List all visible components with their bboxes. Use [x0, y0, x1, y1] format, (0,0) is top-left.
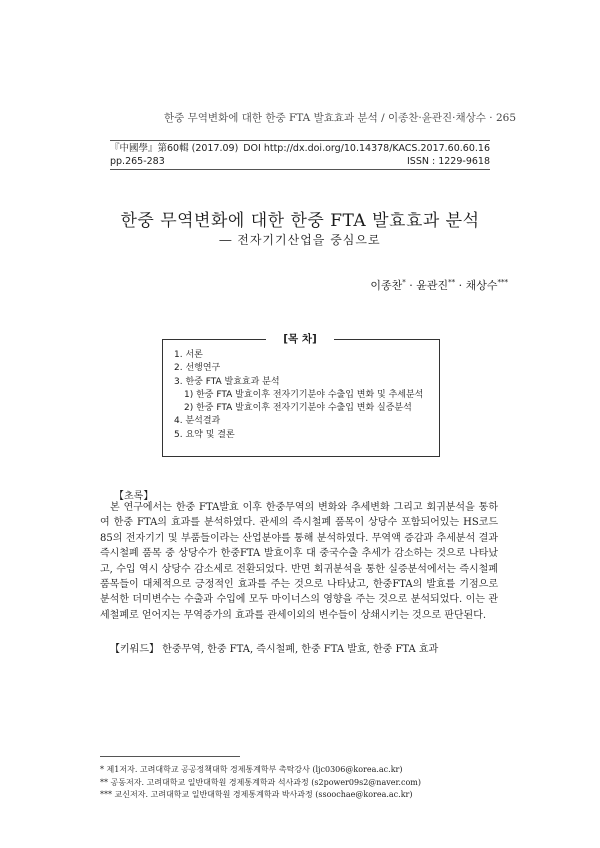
- author-2: 윤관진: [416, 279, 449, 292]
- meta-row-2: [110, 155, 490, 168]
- author-3-mark: ***: [497, 278, 508, 287]
- footnote-3: *** 교신저자. 고려대학교 일반대학원 경제통계학과 박사과정 (ssoochae@korea.ac.kr): [100, 790, 413, 799]
- author-1-mark: *: [402, 278, 406, 287]
- toc-heading: [목 차]: [266, 331, 334, 346]
- footnote-rule: [100, 756, 240, 757]
- meta-top-rule: [110, 140, 490, 141]
- author-separator: ·: [405, 279, 417, 292]
- meta-bottom-rule: [110, 169, 490, 170]
- journal-metadata: [110, 142, 490, 168]
- running-header: 한중 무역변화에 대한 한중 FTA 발효효과 분석 / 이종찬·윤관진·채상수 · 265: [164, 112, 516, 124]
- doi: DOI http://dx.doi.org/10.14378/KACS.2017.60.60.16: [243, 143, 490, 154]
- toc-item: 3. 한중 FTA 발효효과 분석: [174, 376, 280, 387]
- toc-item: 1. 서론: [174, 350, 203, 360]
- toc-item: 2. 선행연구: [174, 363, 221, 374]
- toc-item: 5. 요약 및 결론: [174, 429, 235, 440]
- keywords-line: [100, 640, 498, 655]
- toc-item: 4. 분석결과: [174, 416, 221, 427]
- abstract-label: 【초록】: [114, 491, 154, 502]
- toc-subitem: 2) 한중 FTA 발효이후 전자기기분야 수출입 변화 실증분석: [184, 403, 412, 414]
- author-1: 이종찬: [370, 279, 403, 292]
- author-line: [370, 277, 508, 293]
- keywords-text: 한중무역, 한중 FTA, 즉시철폐, 한중 FTA 발효, 한중 FTA 효과: [162, 644, 439, 655]
- footnotes: [100, 764, 421, 802]
- paper-title: 한중 무역변화에 대한 한중 FTA 발효효과 분석: [120, 211, 480, 231]
- footnote-2: ** 공동저자. 고려대학교 일반대학원 경제통계학과 석사과정 (s2power09s2@naver.com): [100, 777, 421, 787]
- abstract-body: 본 연구에서는 한중 FTA발효 이후 한중무역의 변화와 추세변화 그리고 회귀분석을 통하여 한중 FTA의 효과를 분석하였다. 관세의 즉시철폐 품목이 상당수 포함되어있는 HS코드 85의 전자기기 및 부품들이라는 산업분야를 통해 분석하였다. 무역액 증감과 추세분석 결과 즉시철폐 품목 중 상당수가 한중FTA 발효이후 대 중국수출 추세가 감소하는 것으로 나타났고, 수입 역시 상당수 감소세로 전환되었다. 반면 회귀분석을 통한 실증분석에서는 즉시철폐 품목들이 대체적으로 긍정적인 효과를 주는 것으로 나타났고, 한중FTA의 발효를 기점으로 분석한 더미변수는 수출과 수입에 모두 마이너스의 영향을 주는 것으로 분석되었다. 이는 관세철폐로 얻어지는 무역증가의 효과를 관세이외의 변수들이 상쇄시키는 것으로 판단된다.: [100, 502, 498, 621]
- toc-list: [174, 349, 423, 442]
- toc-subitem: 1) 한중 FTA 발효이후 전자기기분야 수출입 변화 및 추세분석: [184, 389, 424, 400]
- paper-subtitle: ― 전자기기산업을 중심으로: [219, 233, 381, 247]
- issn: ISSN : 1229-9618: [407, 156, 490, 167]
- footnote-1: * 제1저자. 고려대학교 공공정책대학 경제통계학부 촉탁강사 (ljc0306@korea.ac.kr): [100, 765, 403, 774]
- journal-issue: 『中國學』第60輯 (2017.09): [110, 143, 239, 154]
- page-range: pp.265-283: [110, 156, 165, 167]
- meta-row-1: [110, 142, 490, 155]
- author-separator: ·: [455, 279, 466, 292]
- author-3: 채상수: [465, 279, 498, 292]
- keywords-label: 【키워드】: [110, 644, 159, 655]
- author-2-mark: **: [448, 278, 456, 287]
